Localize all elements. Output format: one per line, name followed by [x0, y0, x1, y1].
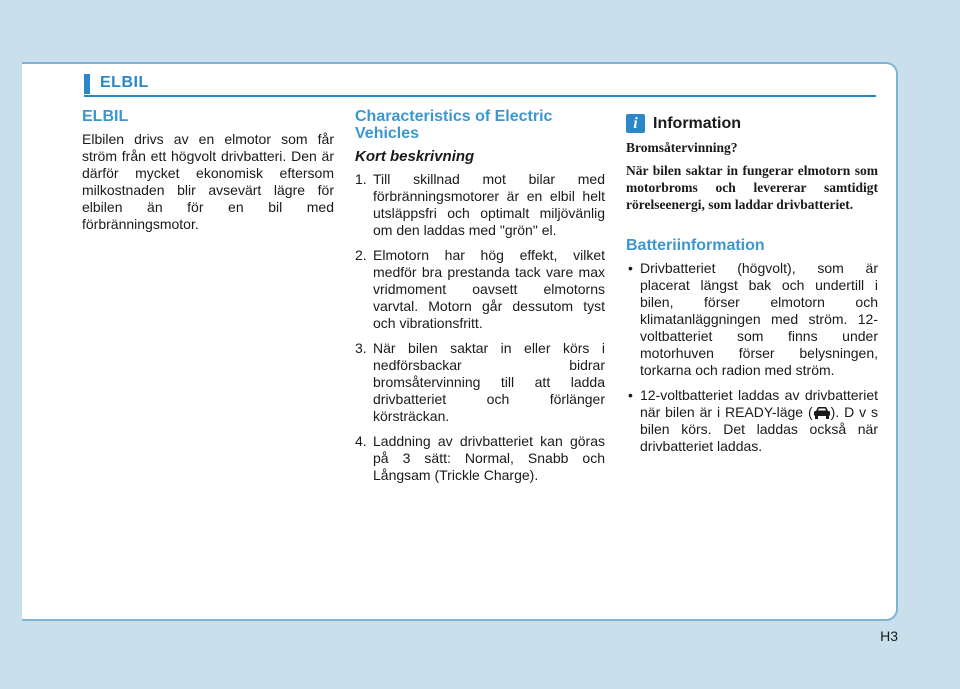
- information-header: [626, 114, 878, 133]
- header-tab-marker: [84, 74, 90, 94]
- column-right: [626, 108, 878, 463]
- elbil-body: Elbilen drivs av en elmotor som får ström från ett högvolt drivbatteri. Den är därför mycket ekonomisk eftersom milkostnaden blir avsevärt lägre för elbilen än för en bil med förbränningsmotor.: [82, 131, 334, 232]
- battery-info-list: [626, 260, 878, 455]
- list-item: 2. Elmotorn har hög effekt, vilket medför bra prestanda tack vare max vridmoment oavsett elmotorns varvtal. Motorn går dessutom tyst och vibrationsfritt.: [355, 247, 605, 331]
- info-icon: i: [626, 114, 645, 133]
- elbil-heading: ELBIL: [82, 108, 129, 125]
- car-ready-icon: [813, 405, 831, 420]
- column-middle: [355, 108, 605, 492]
- list-item: 3. När bilen saktar in eller körs i nedförsbackar bidrar bromsåtervinning till att ladda drivbatteriet och förlänger körsträckan.: [355, 340, 605, 424]
- header-rule: [84, 95, 876, 97]
- information-title: Information: [653, 115, 741, 132]
- column-left: [82, 108, 334, 233]
- info-subtitle: Bromsåtervinning?: [626, 140, 738, 155]
- list-item: • Drivbatteriet (högvolt), som är placerat längst bak och undertill i bilen, förser elmotorn och klimatanläggningen med ström. 12-voltbatteriet som finns under motorhuven förser belysningen, torkarna och radion med ström.: [626, 260, 878, 379]
- page-number: H3: [880, 628, 898, 644]
- characteristics-list: [355, 171, 605, 484]
- characteristics-heading: Characteristics of Electric Vehicles: [355, 108, 553, 142]
- info-body: När bilen saktar in fungerar elmotorn som motorbroms och levererar samtidigt rörelseenergi, som laddar drivbatteriet.: [626, 163, 878, 212]
- list-item: • 12-voltbatteriet laddas av drivbatteriet när bilen är i READY-läge ( ). D v s bilen körs. Det laddas också när drivbatteriet laddas.: [626, 387, 878, 455]
- list-item: 4. Laddning av drivbatteriet kan göras på 3 sätt: Normal, Snabb och Långsam (Trickle Charge).: [355, 433, 605, 483]
- short-description-subheading: Kort beskrivning: [355, 148, 475, 165]
- battery-info-heading: Batteriinformation: [626, 237, 765, 254]
- list-item: 1. Till skillnad mot bilar med förbränningsmotorer är en elbil helt utsläppsfri och optimalt miljövänlig om den laddas med "grön" el.: [355, 171, 605, 238]
- section-header-title: ELBIL: [100, 74, 149, 91]
